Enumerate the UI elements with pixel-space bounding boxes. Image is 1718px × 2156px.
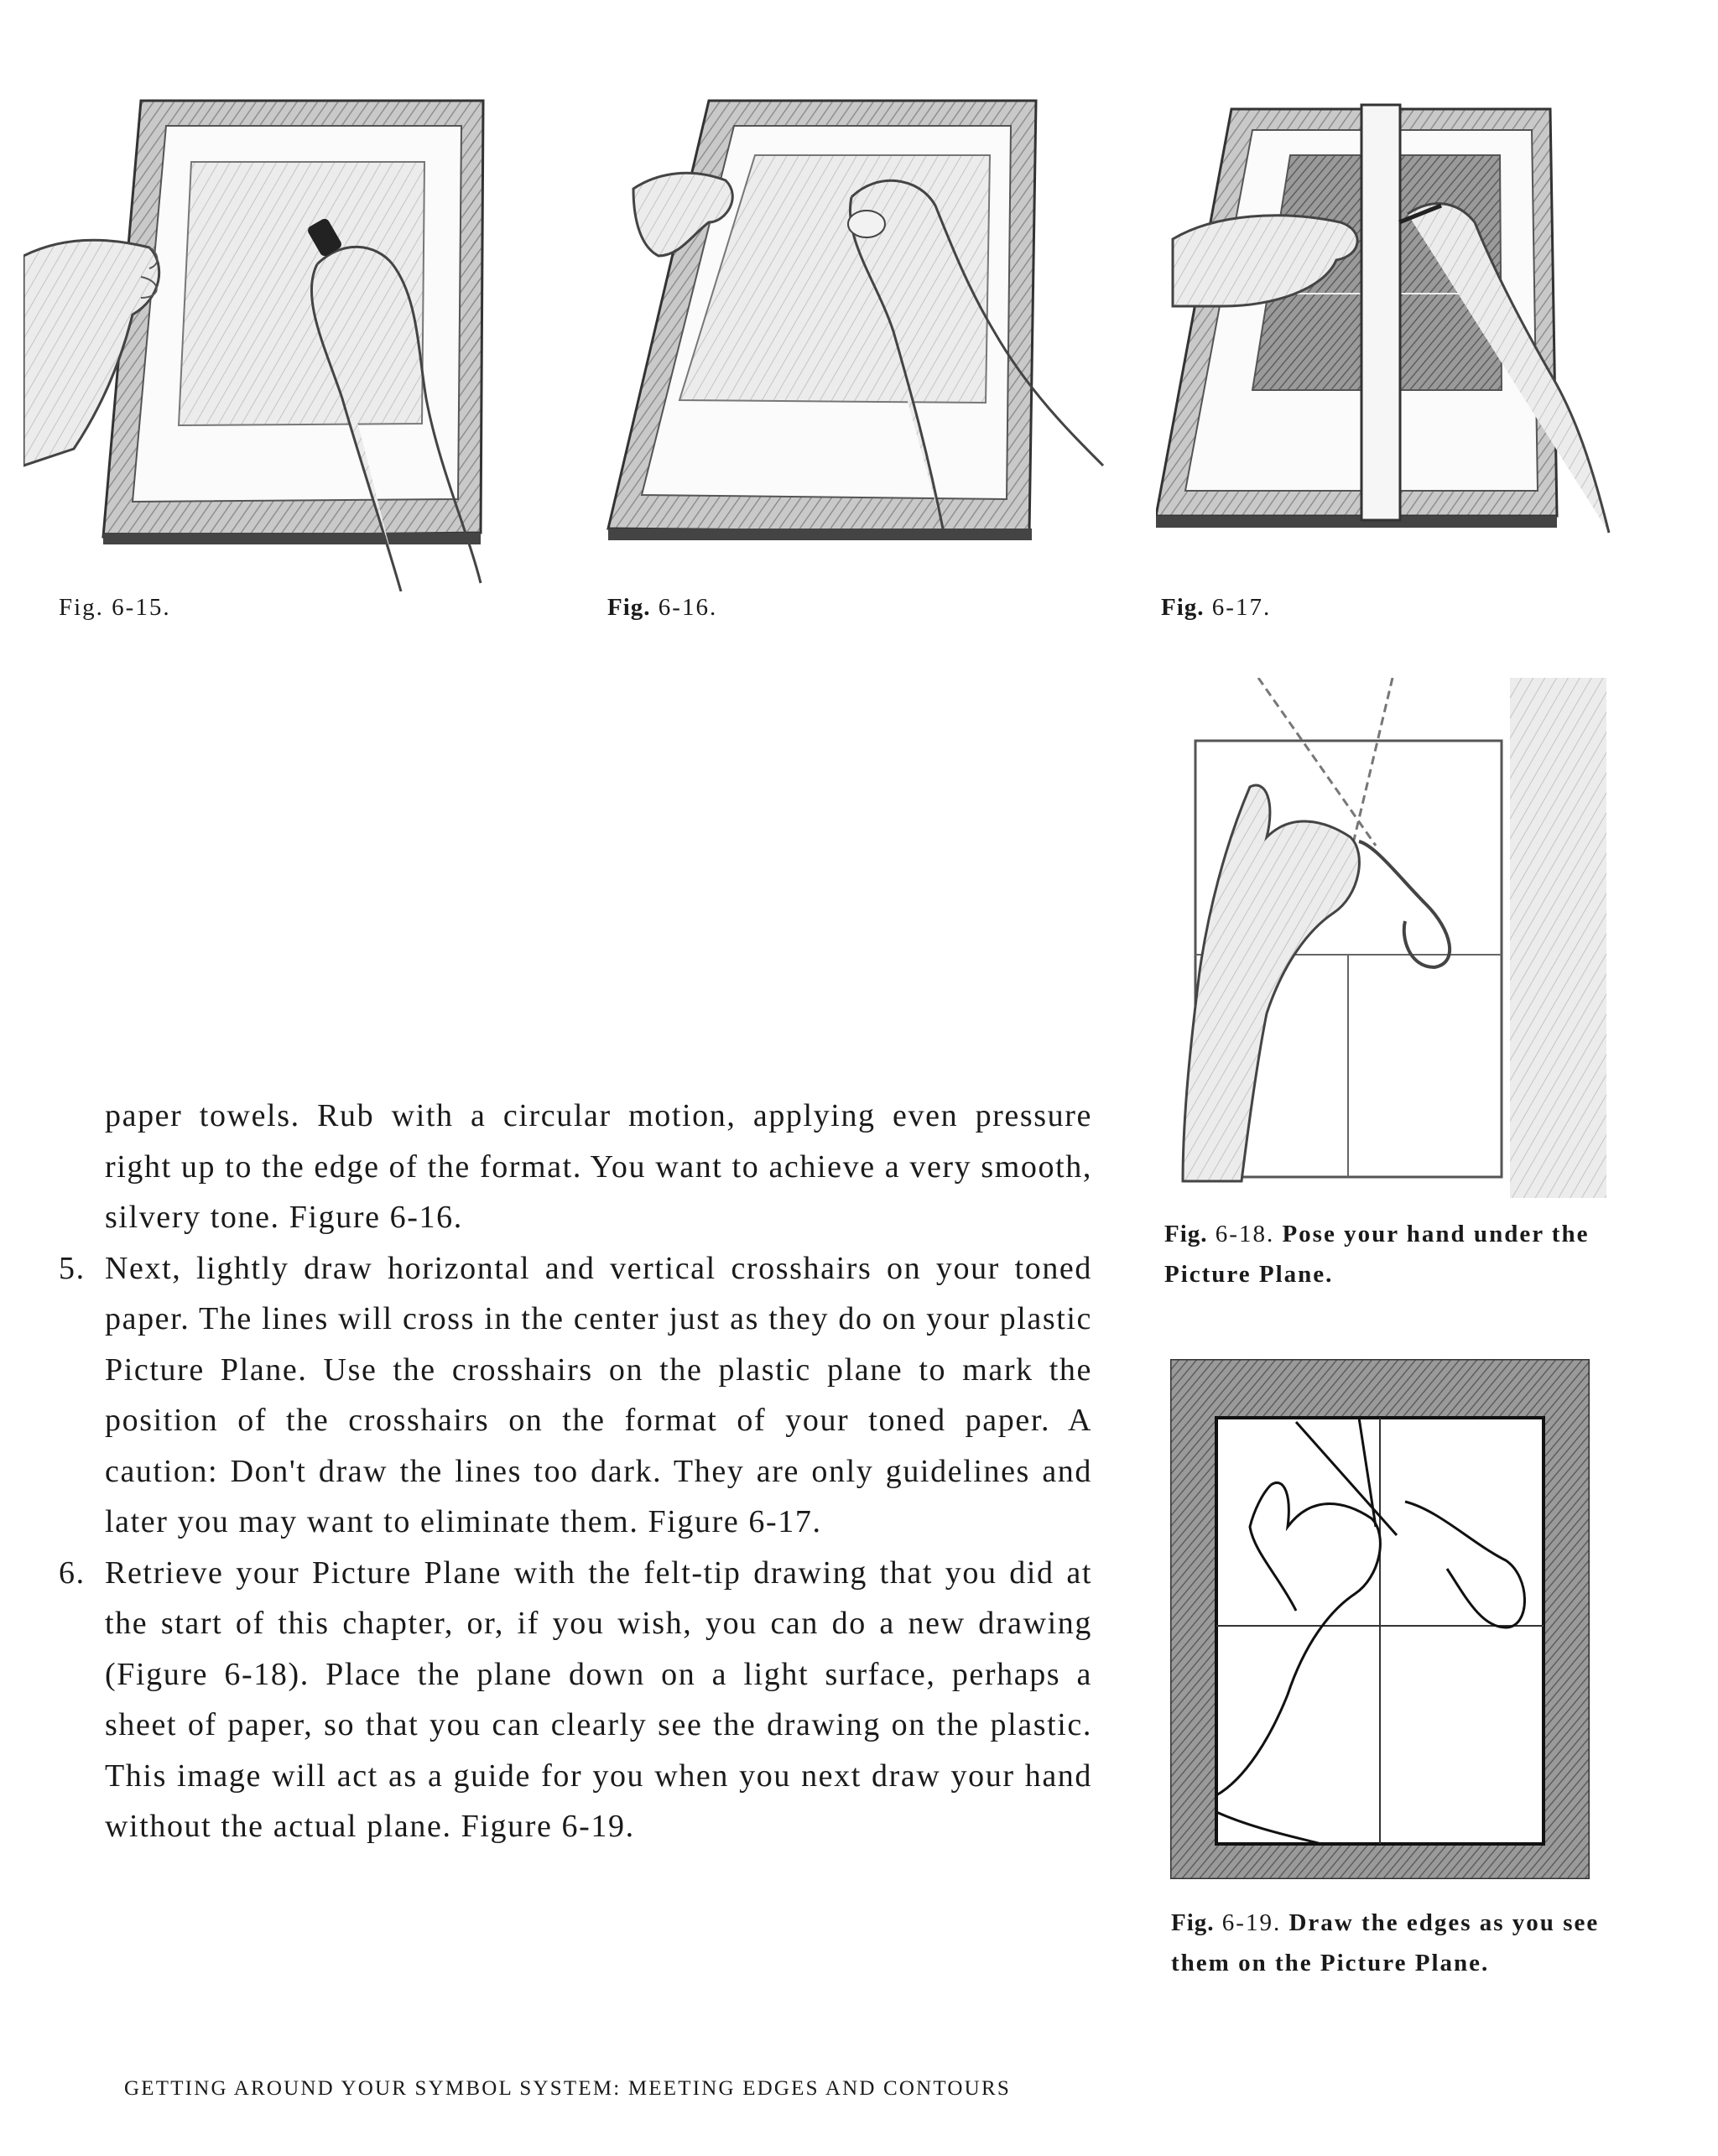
figure-6-15-illustration	[23, 96, 502, 591]
list-item-5-number: 5.	[59, 1250, 86, 1286]
figure-6-17-illustration	[1156, 96, 1659, 566]
list-item-5	[59, 1243, 1092, 1548]
caption-fig-6-19	[1171, 1903, 1599, 1983]
caption-fig-6-18-label: Fig.	[1164, 1221, 1208, 1247]
caption-fig-6-19-label: Fig.	[1171, 1909, 1215, 1936]
caption-fig-6-18	[1164, 1214, 1589, 1294]
caption-fig-6-17-label: Fig.	[1161, 594, 1205, 621]
caption-fig-6-17-number: 6-17.	[1211, 594, 1272, 621]
list-item-5-text: Next, lightly draw horizontal and vertical crosshairs on your toned paper. The lines will cross in the center just as they do on your plastic Picture Plane. Use the crosshairs on the plastic plane to mark the position of the crosshairs on the format of your toned paper. A caution: Don't draw the lines too dark. They are only guidelines and later you may want to eliminate them. Figure 6-17.	[105, 1250, 1092, 1539]
list-item-6	[59, 1548, 1092, 1852]
caption-fig-6-16-number: 6-16.	[658, 594, 718, 621]
figure-6-18-illustration	[1149, 678, 1619, 1206]
running-head-footer: GETTING AROUND YOUR SYMBOL SYSTEM: MEETING EDGES AND CONTOURS	[124, 2077, 1011, 2100]
caption-fig-6-19-number: 6-19.	[1221, 1909, 1282, 1936]
caption-fig-6-16-label: Fig.	[607, 594, 651, 621]
caption-fig-6-17	[1161, 587, 1271, 628]
body-text	[59, 1091, 1092, 1852]
continuation-paragraph: paper towels. Rub with a circular motion, applying even pressure right up to the edge of the format. You want to achieve a very smooth, silvery tone. Figure 6-16.	[105, 1098, 1092, 1235]
caption-fig-6-18-desc-1: Pose your hand under the	[1282, 1221, 1590, 1247]
list-item-6-text: Retrieve your Picture Plane with the felt-tip drawing that you did at the start of this chapter, or, if you wish, you can do a new drawing (Figure 6-18). Place the plane down on a light surface, perhaps a sheet of paper, so that you can clearly see the drawing on the plastic. This image will act as a guide for you when you next draw your hand without the actual plane. Figure 6-19.	[105, 1555, 1092, 1844]
caption-fig-6-16	[607, 587, 717, 628]
figure-6-19-illustration	[1170, 1359, 1590, 1879]
caption-fig-6-15	[59, 587, 171, 628]
caption-fig-6-19-desc-2: them on the Picture Plane.	[1171, 1950, 1490, 1976]
caption-fig-6-18-number: 6-18.	[1215, 1221, 1275, 1247]
list-item-6-number: 6.	[59, 1555, 86, 1591]
caption-fig-6-19-desc-1: Draw the edges as you see	[1288, 1909, 1600, 1936]
caption-fig-6-18-desc-2: Picture Plane.	[1164, 1261, 1334, 1288]
figure-6-16-illustration	[600, 96, 1128, 549]
caption-fig-6-15-label: Fig. 6-15.	[59, 594, 171, 621]
